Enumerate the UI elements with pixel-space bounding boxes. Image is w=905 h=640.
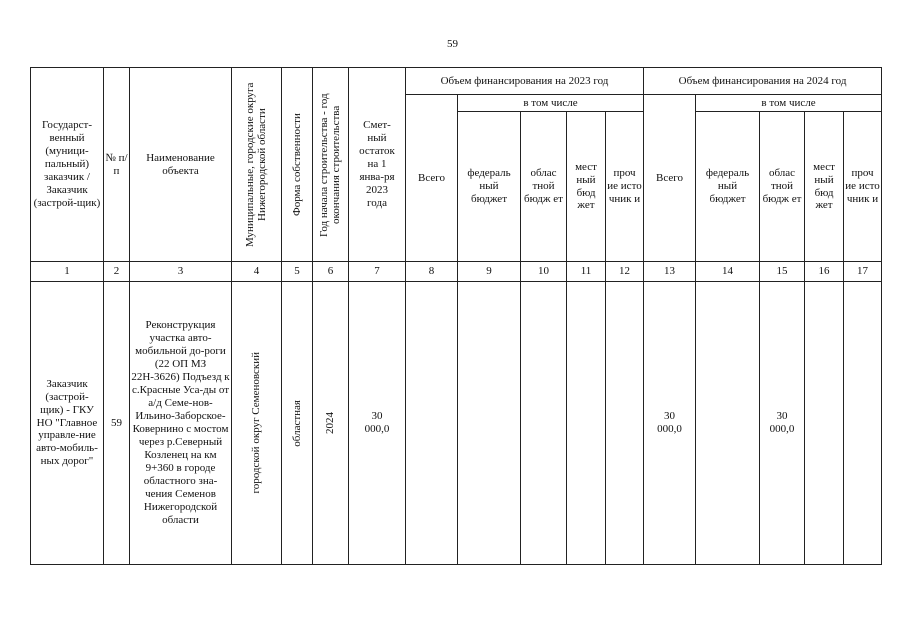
cell-2024-local: [805, 282, 844, 565]
cell-years: [313, 282, 349, 565]
column-number: 17: [844, 262, 882, 282]
column-number: 9: [458, 262, 521, 282]
cell-2024-other: [844, 282, 882, 565]
header-2023-other: проч ие исто чник и: [606, 112, 644, 262]
header-2023-regional: облас тной бюдж ет: [521, 112, 567, 262]
column-number: 6: [313, 262, 349, 282]
column-number: 4: [232, 262, 282, 282]
header-row-1: [31, 68, 882, 95]
header-object-name: Наименование объекта: [130, 68, 232, 262]
header-2024-other: проч ие исто чник и: [844, 112, 882, 262]
table-row: [31, 282, 882, 565]
header-ownership-text: Форма собственности: [290, 113, 303, 216]
header-fin-2023: Объем финансирования на 2023 год: [406, 68, 644, 95]
cell-2023-other: [606, 282, 644, 565]
column-number: 10: [521, 262, 567, 282]
financing-table: [30, 67, 882, 565]
cell-municipality: [232, 282, 282, 565]
page-number: 59: [447, 38, 458, 50]
cell-2023-federal: [458, 282, 521, 565]
cell-customer: Заказчик (застрой-щик) - ГКУ НО "Главное управле-ние авто-мобиль-ных дорог": [31, 282, 104, 565]
header-municipality-text: Муниципальные, городские округа Нижегородской области: [244, 82, 269, 247]
column-number: 13: [644, 262, 696, 282]
header-fin-2024: Объем финансирования на 2024 год: [644, 68, 882, 95]
header-2024-local: мест ный бюд жет: [805, 112, 844, 262]
column-number: 2: [104, 262, 130, 282]
column-number: 3: [130, 262, 232, 282]
header-2023-federal: федераль ный бюджет: [458, 112, 521, 262]
cell-estimate: 30 000,0: [349, 282, 406, 565]
header-2023-local: мест ный бюд жет: [567, 112, 606, 262]
column-number: 12: [606, 262, 644, 282]
cell-ownership-text: областная: [290, 399, 303, 447]
header-2024-total: Всего: [644, 95, 696, 262]
header-num: № п/п: [104, 68, 130, 262]
cell-2024-federal: [696, 282, 760, 565]
cell-2023-total: [406, 282, 458, 565]
header-2024-federal: федераль ный бюджет: [696, 112, 760, 262]
column-number: 8: [406, 262, 458, 282]
header-2024-regional: облас тной бюдж ет: [760, 112, 805, 262]
header-2023-total: Всего: [406, 95, 458, 262]
header-years: [313, 68, 349, 262]
cell-2024-regional: 30 000,0: [760, 282, 805, 565]
cell-ownership: [282, 282, 313, 565]
cell-2023-local: [567, 282, 606, 565]
column-number: 14: [696, 262, 760, 282]
header-municipality: [232, 68, 282, 262]
header-customer: Государст-венный (муници-пальный) заказчик / Заказчик (застрой-щик): [31, 68, 104, 262]
cell-num: 59: [104, 282, 130, 565]
cell-years-text: 2024: [324, 412, 337, 434]
column-number: 1: [31, 262, 104, 282]
header-ownership: [282, 68, 313, 262]
column-number: 11: [567, 262, 606, 282]
cell-2023-regional: [521, 282, 567, 565]
header-2023-incl: в том числе: [458, 95, 644, 112]
header-estimate: Смет-ный остаток на 1 янва-ря 2023 года: [349, 68, 406, 262]
cell-object-name: Реконструкция участка авто-мобильной до-роги (22 ОП МЗ 22Н-3626) Подъезд к с.Красные Уса-ды от а/д Семе-нов-Ильино-Заборское-Ковернино с мостом через р.Северный Козленец на км 9+360 в городе областного зна-чения Семенов Нижегородской области: [130, 282, 232, 565]
header-years-text: Год начала строительства - год окончания строительства: [318, 92, 343, 237]
column-number: 7: [349, 262, 406, 282]
header-2024-incl: в том числе: [696, 95, 882, 112]
column-number: 16: [805, 262, 844, 282]
cell-2024-total: 30 000,0: [644, 282, 696, 565]
column-number: 15: [760, 262, 805, 282]
cell-municipality-text: городской округ Семеновский: [250, 352, 263, 494]
column-number: 5: [282, 262, 313, 282]
column-number-row: [31, 262, 882, 282]
